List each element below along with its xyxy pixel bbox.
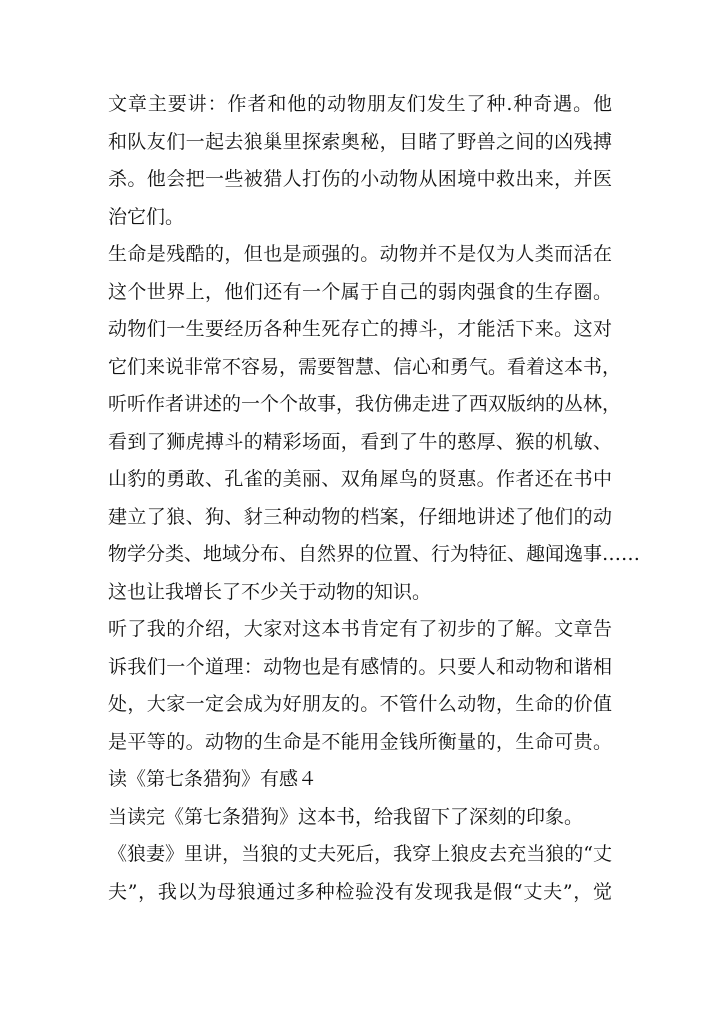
text-line: 这个世界上，他们还有一个属于自己的弱肉强食的生存圈。 xyxy=(108,280,612,303)
document-page xyxy=(108,86,641,911)
text-line: 这也让我增长了不少关于动物的知识。 xyxy=(108,580,432,603)
text-line: 它们来说非常不容易，需要智慧、信心和勇气。看着这本书， xyxy=(108,355,622,378)
text-line: 生命是残酷的，但也是顽强的。动物并不是仅为人类而活在 xyxy=(108,243,612,265)
text-line: 和队友们一起去狼巢里探索奥秘，目睹了野兽之间的凶残搏 xyxy=(108,130,612,153)
text-line: 动物们一生要经历各种生死存亡的搏斗，才能活下来。这对 xyxy=(108,318,612,340)
text-line: 诉我们一个道理：动物也是有感情的。只要人和动物和谐相 xyxy=(108,655,612,678)
text-line: 治它们。 xyxy=(108,205,185,228)
text-line: 处，大家一定会成为好朋友的。不管什么动物，生命的价值 xyxy=(108,693,612,715)
text-line: 夫”，我以为母狼通过多种检验没有发现我是假“丈夫”，觉 xyxy=(108,880,612,903)
text-line: 山豹的勇敢、孔雀的美丽、双角犀鸟的贤惠。作者还在书中 xyxy=(108,468,612,490)
text-line: 《狼妻》里讲，当狼的丈夫死后，我穿上狼皮去充当狼的“丈 xyxy=(108,843,612,865)
text-line: 当读完《第七条猎狗》这本书，给我留下了深刻的印象。 xyxy=(108,805,584,828)
text-line: 听听作者讲述的一个个故事，我仿佛走进了西双版纳的丛林， xyxy=(108,393,622,415)
section-heading: 读《第七条猎狗》有感４ xyxy=(108,768,318,790)
text-line: 物学分类、地域分布、自然界的位置、行为特征、趣闻逸事…… xyxy=(108,543,641,565)
text-line: 建立了狼、狗、豺三种动物的档案，仔细地讲述了他们的动 xyxy=(108,505,612,528)
text-line: 看到了狮虎搏斗的精彩场面，看到了牛的憨厚、猴的机敏、 xyxy=(108,430,612,453)
text-line: 杀。他会把一些被猎人打伤的小动物从困境中救出来，并医 xyxy=(108,168,612,190)
text-line: 是平等的。动物的生命是不能用金钱所衡量的，生命可贵。 xyxy=(108,730,612,753)
text-line: 听了我的介绍，大家对这本书肯定有了初步的了解。文章告 xyxy=(108,618,612,640)
text-line: 文章主要讲：作者和他的动物朋友们发生了种.种奇遇。他 xyxy=(108,93,612,115)
